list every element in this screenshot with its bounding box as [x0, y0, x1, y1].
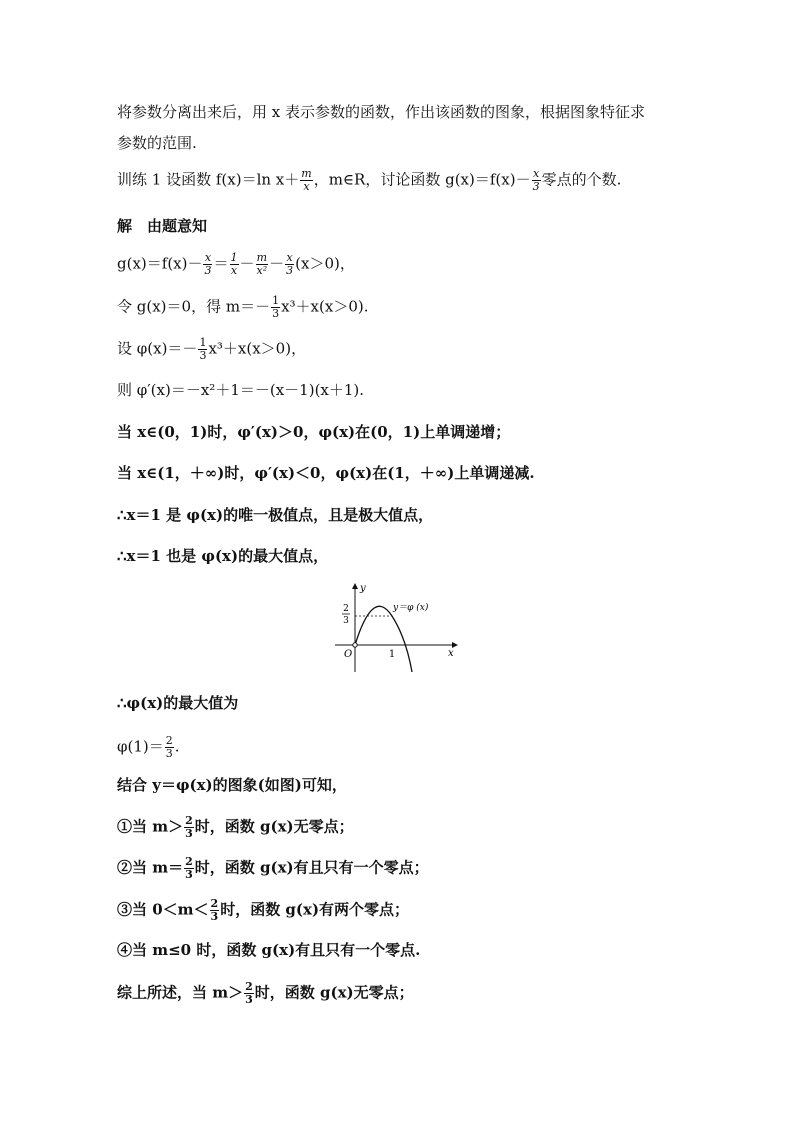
intro-line-1: 将参数分离出来后，用 x 表示参数的函数，作出该函数的图象，根据图象特征求 [117, 103, 645, 121]
y-axis [352, 583, 358, 672]
function-graph [330, 580, 460, 672]
fraction-1-over-x [230, 252, 239, 277]
frac-den: 3 [185, 827, 193, 840]
frac-den: 3 [245, 993, 253, 1006]
l2-a: 令 g(x)＝0，得 m＝－ [117, 297, 271, 316]
frac-den: 3 [204, 264, 212, 277]
problem-text-b: ，m∈R，讨论函数 g(x)＝f(x)－ [313, 170, 531, 189]
solution-line-6: 当 x∈(1，＋∞)时，φ′(x)＜0，φ(x)在(1，＋∞)上单调递减. [117, 464, 535, 482]
solution-line-8: ∴x＝1 也是 φ(x)的最大值点， [117, 547, 329, 565]
case-3 [117, 898, 409, 923]
curve-label: y＝φ (x) [393, 603, 429, 613]
fraction-x-over-3 [285, 252, 294, 277]
c1-b: 时，函数 g(x)无零点； [194, 817, 354, 836]
l3-b: x³＋x(x＞0)， [208, 339, 307, 358]
x-axis-label: x [448, 648, 454, 659]
case-2 [117, 856, 429, 881]
l1-e: (x＞0)， [295, 254, 355, 273]
frac-den: 3 [272, 307, 280, 320]
case-4: ④当 m≤0 时，函数 g(x)有且只有一个零点. [117, 941, 421, 959]
frac-num: m [301, 167, 312, 180]
solution-line-3 [117, 337, 306, 362]
l2-b: x³＋x(x＞0). [281, 297, 369, 316]
y-tick-num: 2 [343, 604, 349, 614]
solution-line-5: 当 x∈(0，1)时，φ′(x)＞0，φ(x)在(0，1)上单调递增； [117, 423, 511, 441]
c3-b: 时，函数 g(x)有两个零点； [220, 900, 410, 919]
frac-num: 2 [185, 855, 193, 868]
solution-line-4: 则 φ′(x)＝－x²＋1＝－(x－1)(x＋1). [117, 381, 365, 399]
frac-den: 3 [185, 868, 193, 881]
case-1 [117, 815, 354, 840]
y-axis-label: y [360, 583, 366, 594]
y-tick-den: 3 [343, 616, 349, 626]
solution-line-10 [117, 735, 180, 760]
origin-label: O [344, 649, 353, 660]
fraction-2-over-3 [244, 981, 254, 1006]
solution-header: 解 由题意知 [117, 217, 208, 235]
frac-num: 2 [165, 734, 173, 747]
x-tick-label: 1 [388, 649, 396, 660]
l10-b: . [174, 737, 180, 756]
frac-den: x [303, 180, 310, 193]
frac-num: 1 [272, 294, 280, 307]
fraction-2-over-3 [184, 815, 194, 840]
frac-num: 2 [185, 814, 193, 827]
c3-a: ③当 0＜m＜ [117, 900, 209, 919]
frac-den: 3 [165, 747, 173, 760]
frac-num: 1 [230, 251, 238, 264]
frac-den: 3 [286, 264, 294, 277]
frac-num: x [286, 251, 293, 264]
fraction-1-over-3 [198, 337, 207, 362]
c5-a: 综上所述，当 m＞ [117, 983, 244, 1002]
frac-num: m [256, 251, 268, 264]
problem-text-c: 零点的个数. [541, 170, 622, 189]
l1-a: g(x)＝f(x)－ [117, 254, 203, 273]
problem-statement [117, 168, 621, 193]
frac-den: 3 [199, 349, 207, 362]
fraction-x-over-3 [532, 168, 541, 193]
summary [117, 981, 414, 1006]
frac-den: 3 [210, 910, 219, 923]
fraction-1-over-3 [271, 295, 280, 320]
solution-line-9: ∴φ(x)的最大值为 [117, 694, 239, 712]
fraction-m-over-x2 [256, 252, 269, 277]
fraction-2-over-3 [210, 898, 220, 923]
c2-b: 时，函数 g(x)有且只有一个零点； [194, 858, 429, 877]
fraction-m-over-x [300, 168, 312, 193]
frac-den: x² [256, 264, 268, 277]
frac-den: x [230, 264, 238, 277]
solution-line-7: ∴x＝1 是 φ(x)的唯一极值点，且是极大值点， [117, 506, 434, 524]
l1-b: ＝ [213, 254, 229, 273]
l1-c: － [239, 254, 255, 273]
frac-num: 2 [245, 980, 253, 993]
solution-line-2 [117, 295, 369, 320]
problem-label: 训练 1 [117, 170, 162, 189]
intro-line-2: 参数的范围. [117, 134, 197, 152]
frac-den: 3 [532, 180, 540, 193]
problem-text-a: 设函数 f(x)＝ln x＋ [166, 170, 300, 189]
frac-num: 2 [210, 897, 219, 910]
c1-a: ①当 m＞ [117, 817, 184, 836]
fraction-2-over-3 [184, 856, 194, 881]
fraction-x-over-3 [203, 252, 212, 277]
frac-num: 1 [199, 336, 207, 349]
l1-d: － [269, 254, 285, 273]
l10-a: φ(1)＝ [117, 737, 164, 756]
c5-b: 时，函数 g(x)无零点； [254, 983, 414, 1002]
c2-a: ②当 m＝ [117, 858, 184, 877]
solution-line-1 [117, 252, 355, 277]
origin-hollow-point [353, 643, 357, 647]
frac-num: x [532, 167, 540, 180]
l3-a: 设 φ(x)＝－ [117, 339, 198, 358]
solution-line-11: 结合 y＝φ(x)的图象(如图)可知， [117, 776, 347, 794]
fraction-2-over-3 [165, 735, 174, 760]
frac-num: x [204, 251, 212, 264]
